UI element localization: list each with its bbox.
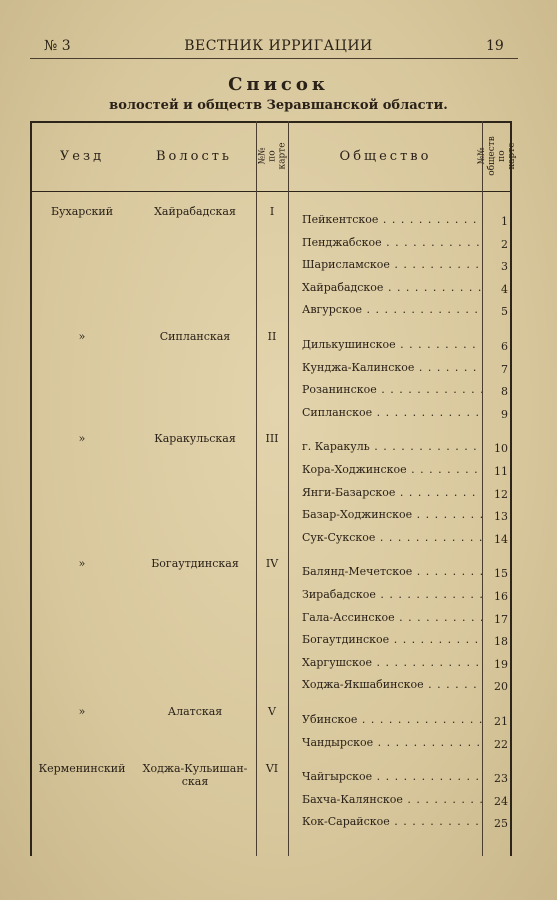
society-index-cell: 6 (501, 340, 508, 353)
society-index-cell: 2 (501, 237, 508, 251)
header-row-rule (30, 191, 512, 192)
map-number-cell: V (268, 705, 276, 718)
column-header-society: Общество (339, 148, 432, 164)
uezd-cell: » (78, 705, 86, 718)
society-index-cell: 15 (494, 567, 508, 581)
society-cell: Сипланское . . . (302, 406, 482, 419)
volost-cell: Алатская (167, 705, 223, 718)
society-index-cell: 16 (494, 590, 508, 603)
uezd-cell: » (78, 330, 86, 343)
volost-cell: Богаутдинская (151, 557, 239, 571)
society-index-cell: 7 (501, 362, 508, 376)
society-cell: Розанинское . . . (302, 383, 482, 396)
society-index-cell: 10 (494, 442, 508, 456)
map-number-cell: I (269, 205, 275, 218)
society-index-cell: 24 (494, 794, 508, 808)
society-cell: Харгушское . . . (302, 656, 482, 669)
table-left-border (30, 121, 32, 856)
society-cell: Чайгырское . . . (302, 770, 482, 783)
society-cell: Дилькушинское . . . (302, 338, 482, 351)
society-index-cell: 1 (501, 215, 508, 228)
issue-number: № 3 (44, 38, 71, 54)
society-cell: Базар-Ходжинское . . . (302, 508, 482, 521)
uezd-cell: » (78, 557, 86, 571)
society-index-cell: 17 (494, 612, 508, 626)
society-cell: Бахча-Калянское . . . (302, 793, 482, 806)
volost-cell: Хайрабадская (154, 205, 236, 218)
society-cell: Пенджабское . . . (302, 236, 482, 249)
society-index-cell: 14 (494, 532, 508, 546)
volost-cell: Сипланская (159, 330, 231, 343)
uezd-cell: » (78, 432, 86, 446)
society-cell: Балянд-Мечетское . . . (302, 565, 482, 578)
society-cell: Сук-Сукское . . . (302, 531, 482, 544)
society-cell: Ходжа-Якшабинское . . . (302, 678, 482, 691)
society-index-cell: 9 (501, 407, 508, 421)
volost-cell: Каракульская (154, 432, 236, 446)
society-index-cell: 3 (501, 260, 508, 274)
page-number: 19 (486, 38, 504, 54)
society-index-cell: 8 (501, 385, 508, 399)
map-number-cell: VI (265, 762, 279, 776)
column-header-map-number-text: №№ по карте (257, 142, 288, 170)
society-cell: Пейкентское . . . (302, 213, 482, 226)
society-cell: Кок-Сарайское . . . (302, 815, 482, 828)
society-cell: Хайрабадское . . . (302, 281, 482, 294)
column-header-society-number-text: №№ обществ по карте (476, 136, 517, 176)
page-subtitle: волостей и обществ Зеравшанской области. (109, 98, 448, 113)
society-index-cell: 12 (494, 487, 508, 501)
society-index-cell: 13 (494, 510, 508, 524)
map-number-cell: III (265, 432, 279, 446)
society-cell: Зирабадское . . . (302, 588, 482, 601)
volost-cell: Ходжа-Кульишан- ская (142, 762, 248, 789)
column-header-uezd: Уезд (59, 148, 105, 164)
page-title: Список (228, 74, 329, 95)
society-index-cell: 18 (494, 635, 508, 649)
column-header-map-number (257, 125, 288, 187)
society-cell: г. Каракуль . . . (302, 440, 482, 453)
uezd-cell: Бухарский (50, 205, 114, 218)
society-cell: Кора-Ходжинское . . . (302, 463, 482, 476)
column-header-volost: Волость (155, 148, 232, 164)
society-index-cell: 5 (501, 305, 508, 319)
column-header-society-number (476, 125, 517, 187)
society-cell: Чандырское . . . (302, 736, 482, 749)
volost-table (30, 121, 517, 856)
journal-title: ВЕСТНИК ИРРИГАЦИИ (184, 38, 373, 54)
column-divider (256, 121, 257, 856)
society-index-cell: 23 (494, 772, 508, 786)
society-cell: Кунджа-Калинское . . . (302, 361, 482, 374)
society-cell: Гала-Ассинское . . . (302, 611, 482, 624)
map-number-cell: II (267, 330, 277, 343)
society-cell: Богаутдинское . . . (302, 633, 482, 646)
column-divider (288, 121, 289, 856)
society-index-cell: 4 (501, 282, 508, 296)
society-index-cell: 11 (494, 465, 508, 478)
society-index-cell: 19 (494, 657, 508, 671)
uezd-cell: Керменинский (38, 762, 126, 776)
society-cell: Убинское . . . (302, 713, 482, 726)
society-index-cell: 25 (494, 817, 508, 831)
society-index-cell: 21 (494, 715, 508, 728)
society-cell: Авгурское . . . (302, 303, 482, 316)
society-index-cell: 20 (494, 680, 508, 694)
society-index-cell: 22 (494, 737, 508, 751)
map-number-cell: IV (265, 557, 279, 571)
running-head (0, 38, 557, 58)
society-cell: Янги-Базарское . . . (302, 486, 482, 499)
table-right-border (510, 121, 512, 856)
header-rule (30, 58, 518, 59)
society-cell: Шарисламское . . . (302, 258, 482, 271)
